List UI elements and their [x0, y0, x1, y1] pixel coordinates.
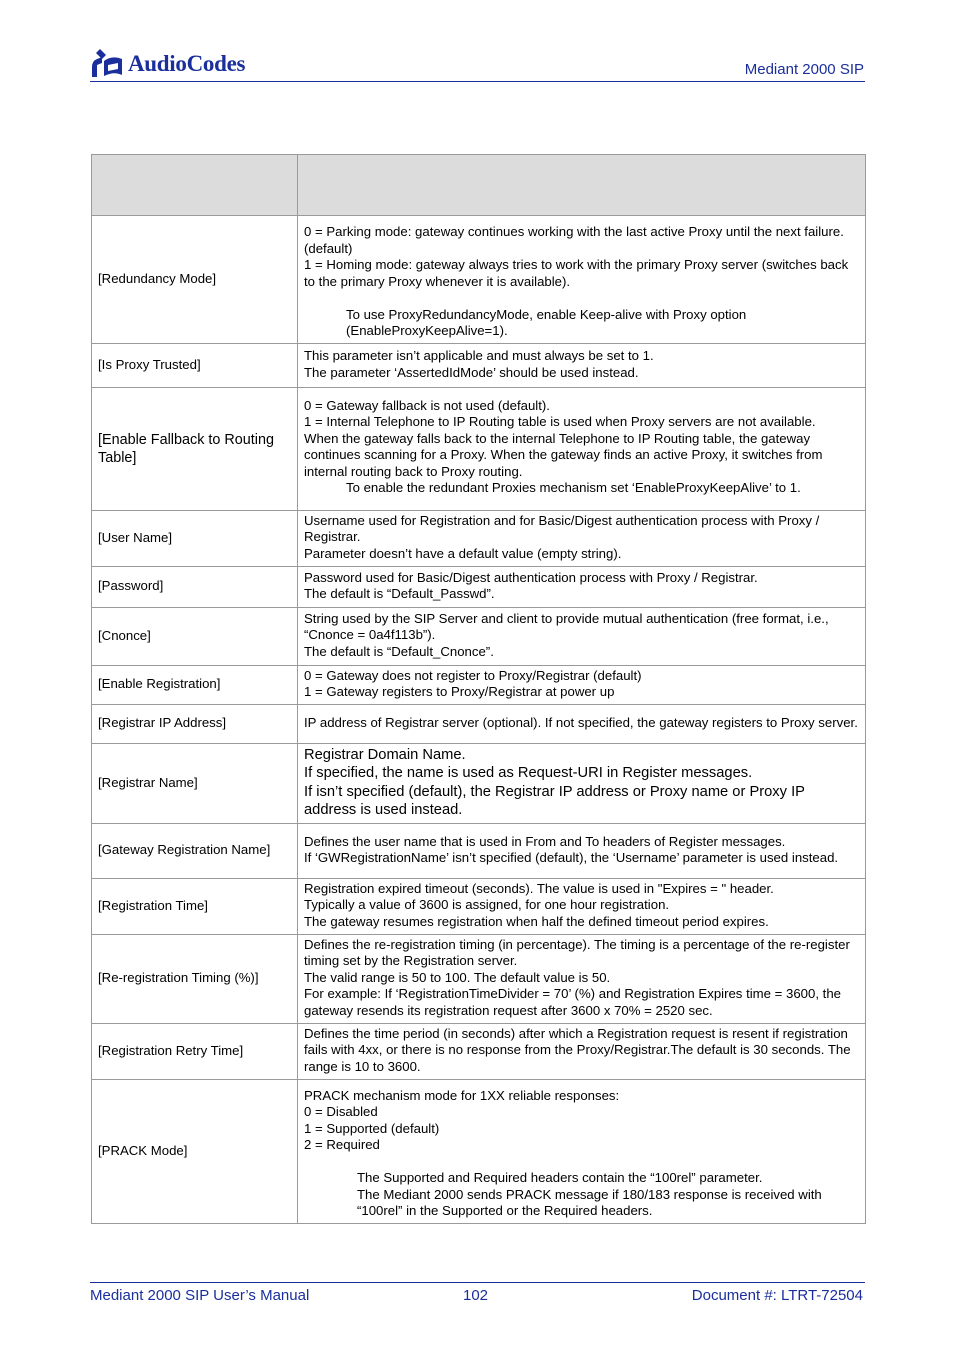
parameter-name: [Password] — [92, 566, 298, 607]
description-line: The parameter ‘AssertedIdMode’ should be used instead. — [304, 364, 639, 380]
parameter-name: [Registration Retry Time] — [92, 1023, 298, 1079]
description-line: 1 = Supported (default) — [304, 1120, 440, 1136]
parameter-description — [298, 510, 866, 566]
table-header-cell-name — [92, 155, 298, 216]
parameter-description — [298, 1023, 866, 1079]
table-row — [92, 878, 866, 934]
description-line: Defines the time period (in seconds) after which a Registration request is resent if registration fails with 4xx, or there is no response from the Proxy/Registrar.The default is 30 seconds. The range is 10 to 3600. — [304, 1025, 851, 1074]
footer-divider — [90, 1282, 865, 1283]
table-row — [92, 387, 866, 510]
table-row — [92, 1079, 866, 1223]
table-row — [92, 566, 866, 607]
description-line: IP address of Registrar server (optional). If not specified, the gateway registers to Proxy server. — [304, 714, 858, 730]
parameter-description — [298, 1079, 866, 1223]
description-line: Registration expired timeout (seconds). The value is used in "Expires = " header. — [304, 880, 774, 896]
description-line: If specified, the name is used as Request-URI in Register messages. — [304, 765, 753, 781]
parameter-name: [Enable Registration] — [92, 665, 298, 704]
parameter-name: [Registration Time] — [92, 878, 298, 934]
parameter-description — [298, 704, 866, 743]
table-row — [92, 743, 866, 823]
table-row — [92, 934, 866, 1023]
description-line: For example: If ‘RegistrationTimeDivider = 70’ (%) and Registration Expires time = 3600, the gateway resends its registration request after 3600 x 70% = 2520 sec. — [304, 986, 842, 1018]
footer-page-number: 102 — [463, 1287, 489, 1304]
header-product-name: Mediant 2000 SIP — [744, 61, 864, 78]
logo-text: AudioCodes — [128, 51, 246, 76]
description-line: The default is “Default_Cnonce”. — [304, 643, 494, 659]
table-header-cell-description — [298, 155, 866, 216]
parameter-description — [298, 743, 866, 823]
table-row — [92, 1023, 866, 1079]
table-row — [92, 665, 866, 704]
description-line: If isn’t specified (default), the Registrar IP address or Proxy name or Proxy IP address is used instead. — [304, 783, 805, 818]
parameter-name: [User Name] — [92, 510, 298, 566]
description-line: The Supported and Required headers contain the “100rel” parameter. — [357, 1170, 763, 1185]
description-line: If ‘GWRegistrationName’ isn’t specified (default), the ‘Username’ parameter is used instead. — [304, 850, 839, 865]
parameter-name: [Enable Fallback to Routing Table] — [92, 387, 298, 510]
description-line: Password used for Basic/Digest authentication process with Proxy / Registrar. — [304, 569, 758, 585]
description-line: The valid range is 50 to 100. The default value is 50. — [304, 969, 611, 985]
description-line: When the gateway falls back to the internal Telephone to IP Routing table, the gateway continues scanning for a Proxy. When the gateway finds an active Proxy, it switches from internal routing back to Proxy routing. — [304, 430, 823, 479]
description-line: The gateway resumes registration when half the defined timeout period expires. — [304, 913, 769, 929]
parameter-description — [298, 343, 866, 387]
parameter-name: [Is Proxy Trusted] — [92, 343, 298, 387]
table-row — [92, 343, 866, 387]
parameter-name: [Registrar IP Address] — [92, 704, 298, 743]
parameter-description — [298, 665, 866, 704]
description-line: 0 = Disabled — [304, 1104, 378, 1119]
description-line: The default is “Default_Passwd”. — [304, 586, 495, 601]
parameter-description — [298, 566, 866, 607]
parameter-description — [298, 823, 866, 878]
table-row — [92, 510, 866, 566]
description-line: Typically a value of 3600 is assigned, for one hour registration. — [304, 897, 670, 913]
description-line: 1 = Homing mode: gateway always tries to work with the primary Proxy server (switches back to the primary Proxy whenever it is available). — [304, 257, 849, 289]
description-line: 0 = Gateway fallback is not used (default). — [304, 397, 550, 413]
description-line: To enable the redundant Proxies mechanism set ‘EnableProxyKeepAlive’ to 1. — [346, 480, 801, 495]
audiocodes-logo — [90, 48, 245, 80]
parameter-name: [Cnonce] — [92, 607, 298, 665]
parameter-name: [PRACK Mode] — [92, 1079, 298, 1223]
parameter-description — [298, 216, 866, 344]
description-line: The Mediant 2000 sends PRACK message if 180/183 response is received with “100rel” in the Supported or the Required headers. — [357, 1186, 822, 1218]
description-line: PRACK mechanism mode for 1XX reliable responses: — [304, 1087, 620, 1103]
description-line: 2 = Required — [304, 1137, 380, 1152]
description-line: This parameter isn’t applicable and must always be set to 1. — [304, 348, 654, 363]
logo-icon — [90, 49, 124, 79]
description-line: Parameter doesn’t have a default value (empty string). — [304, 545, 622, 561]
header-divider — [90, 81, 865, 82]
description-line: Registrar Domain Name. — [304, 746, 466, 763]
table-row — [92, 216, 866, 344]
table-row — [92, 704, 866, 743]
parameters-table — [91, 154, 866, 1224]
description-line — [304, 290, 860, 307]
parameter-name: [Redundancy Mode] — [92, 216, 298, 344]
parameter-name: [Gateway Registration Name] — [92, 823, 298, 878]
parameter-description — [298, 387, 866, 510]
footer-document-number: Document #: LTRT-72504 — [691, 1287, 863, 1304]
table-header-row — [92, 155, 866, 216]
description-line: Defines the user name that is used in From and To headers of Register messages. — [304, 833, 786, 849]
description-line: 1 = Internal Telephone to IP Routing table is used when Proxy servers are not available. — [304, 414, 816, 429]
description-line: To use ProxyRedundancyMode, enable Keep-alive with Proxy option (EnableProxyKeepAlive=1). — [346, 306, 747, 338]
description-line: 1 = Gateway registers to Proxy/Registrar at power up — [304, 684, 615, 699]
description-line: String used by the SIP Server and client to provide mutual authentication (free format, i.e., “Cnonce = 0a4f113b”). — [304, 610, 829, 643]
parameter-name: [Re-registration Timing (%)] — [92, 934, 298, 1023]
description-line: Username used for Registration and for Basic/Digest authentication process with Proxy / Registrar. — [304, 512, 820, 545]
description-line: 0 = Gateway does not register to Proxy/Registrar (default) — [304, 667, 642, 683]
description-line: 0 = Parking mode: gateway continues working with the last active Proxy until the next failure. (default) — [304, 224, 844, 256]
parameter-description — [298, 934, 866, 1023]
footer-manual-title: Mediant 2000 SIP User’s Manual — [90, 1287, 310, 1304]
parameter-description — [298, 607, 866, 665]
parameter-description — [298, 878, 866, 934]
parameter-name: [Registrar Name] — [92, 743, 298, 823]
table-row — [92, 823, 866, 878]
description-line: Defines the re-registration timing (in percentage). The timing is a percentage of the re-register timing set by the Registration server. — [304, 936, 850, 969]
table-row — [92, 607, 866, 665]
description-line — [304, 1154, 860, 1171]
